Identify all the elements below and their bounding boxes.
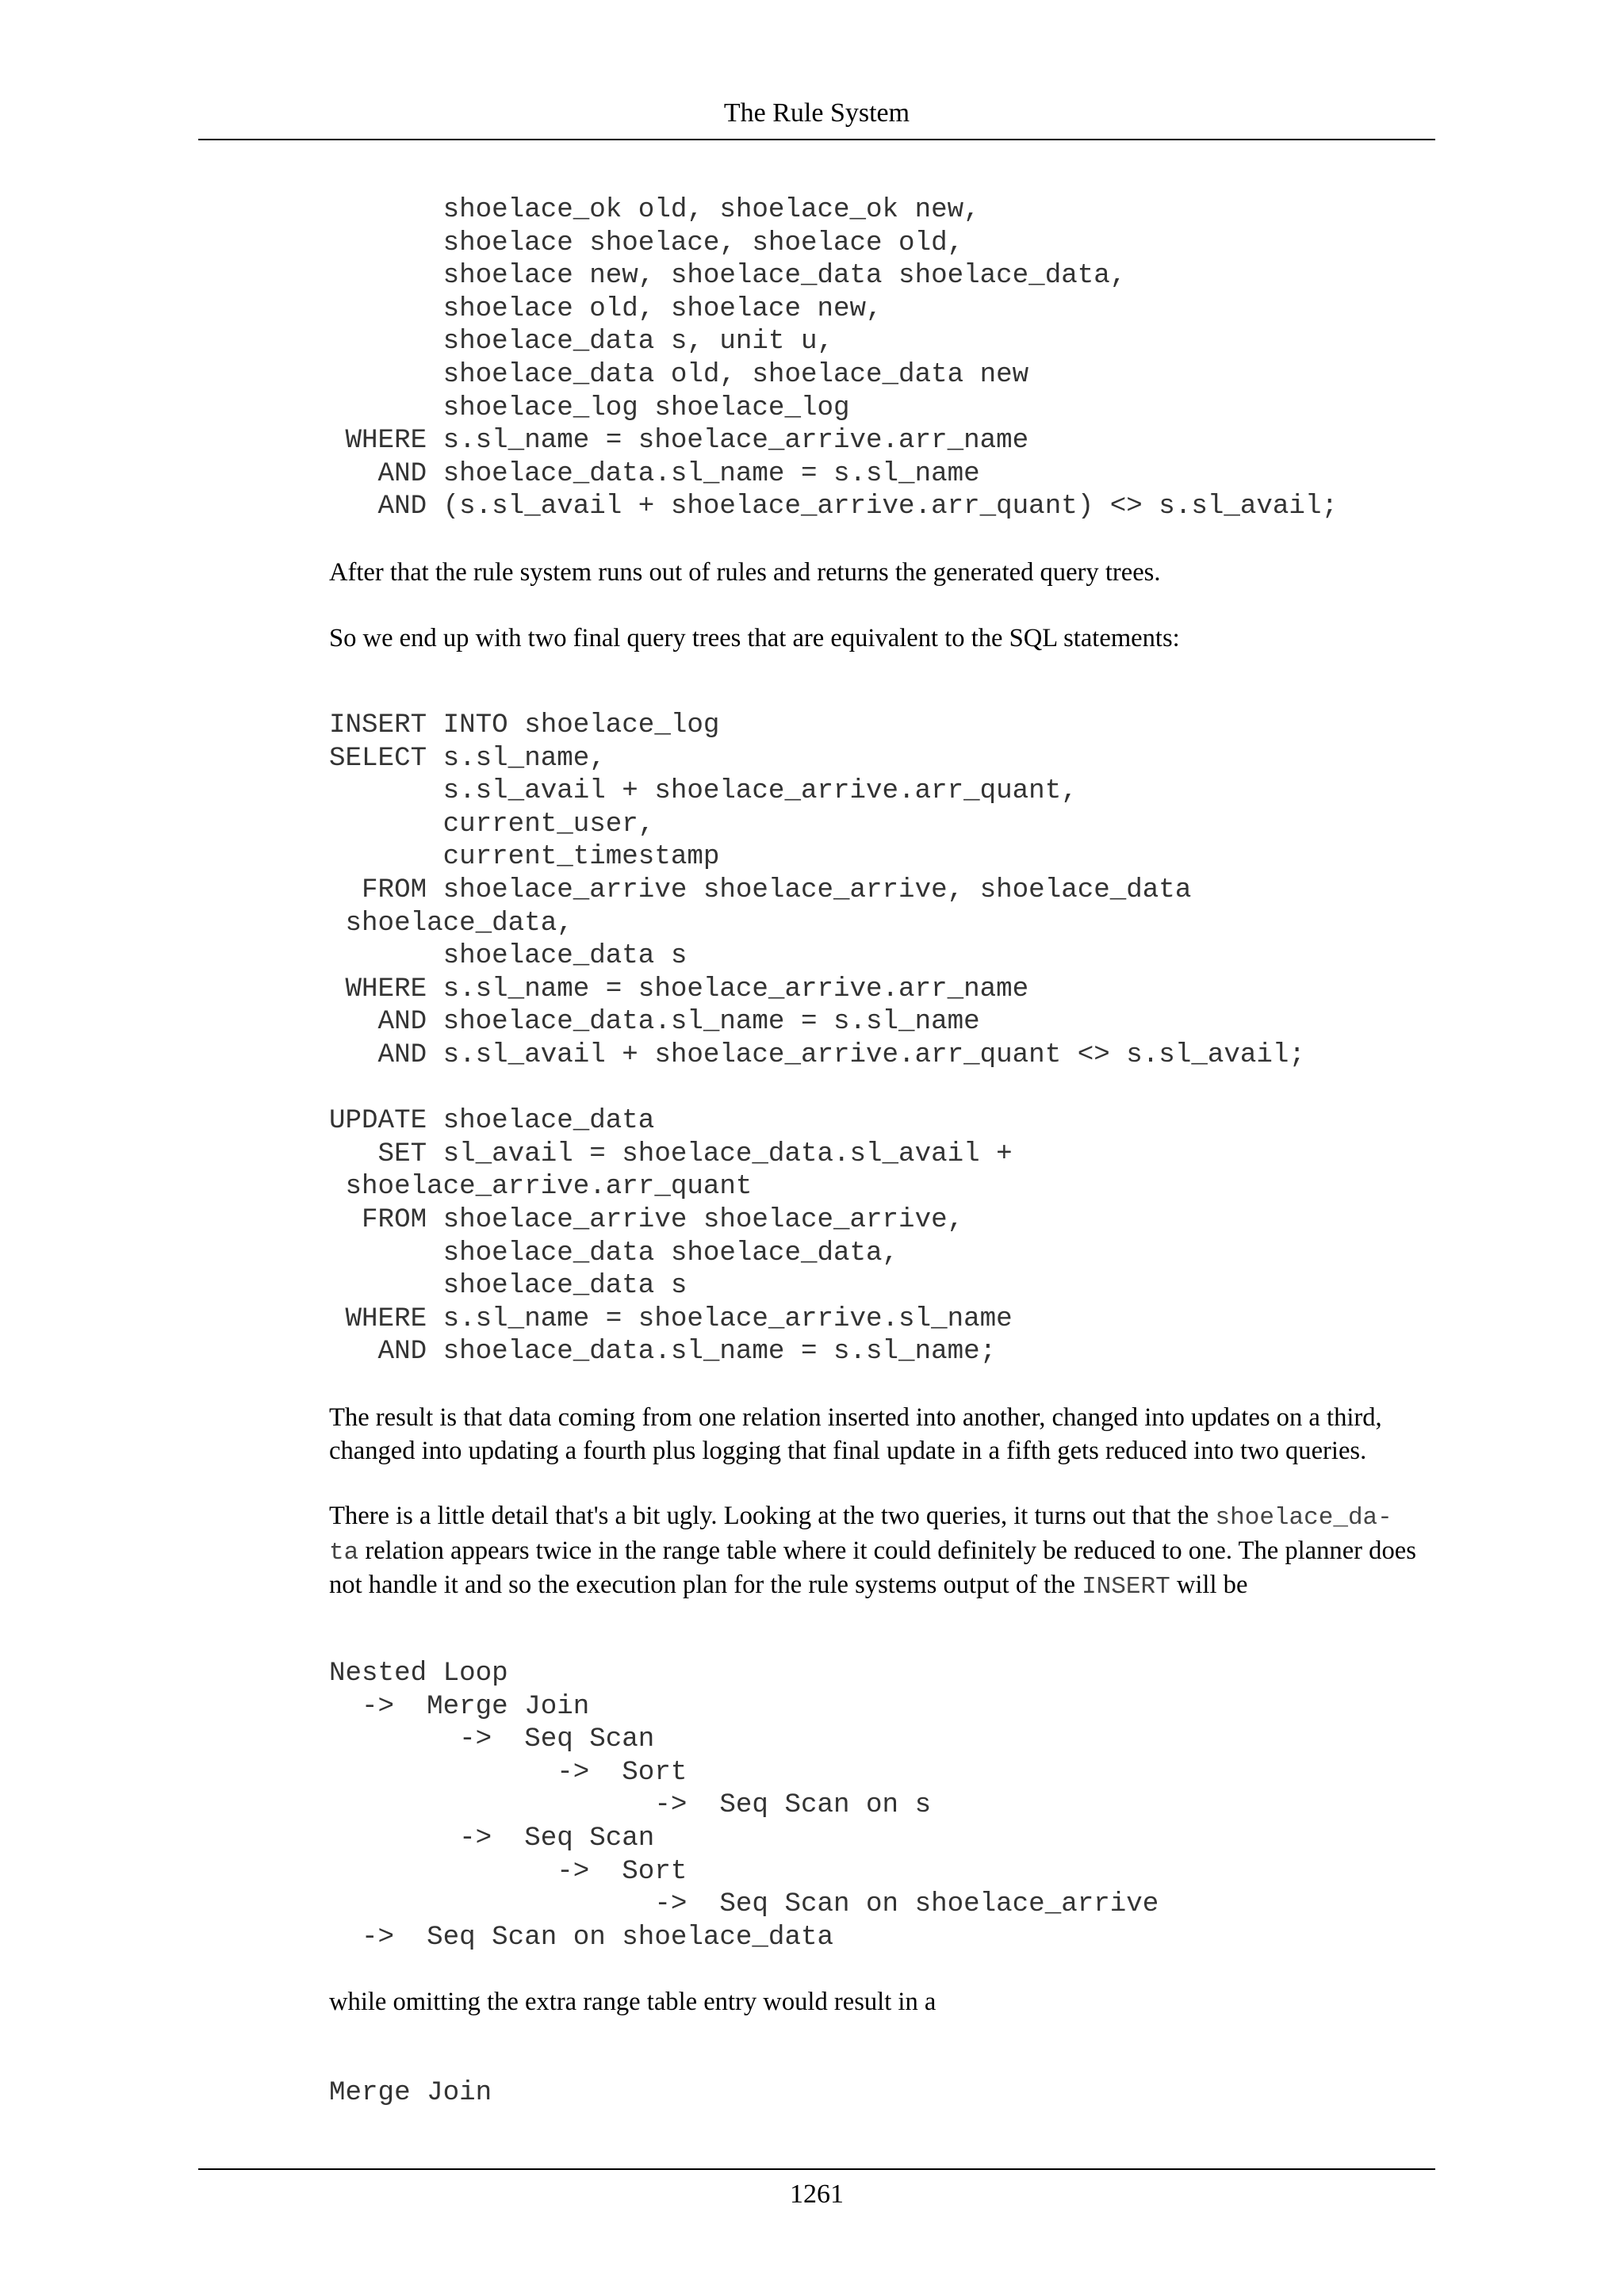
- paragraph-result: The result is that data coming from one relation inserted into another, changed into updates on a third, changed into updating a fourth plus logging that final update in a fifth gets reduced into two queries.: [329, 1403, 1382, 1465]
- text-span: relation appears twice in the range table where it could definitely be reduced to one. The planner does not handle it and so the execution plan for the rule systems output of the: [329, 1536, 1416, 1599]
- text-span: will be: [1170, 1571, 1248, 1599]
- paragraph-rules-exhausted: After that the rule system runs out of rules and returns the generated query trees.: [329, 558, 1161, 587]
- code-fragment: ta: [329, 1538, 359, 1567]
- code-fragment: shoelace_da-: [1215, 1504, 1392, 1532]
- paragraph-omitting-entry: while omitting the extra range table entry would result in a: [329, 1988, 936, 2016]
- paragraph-final-query-trees: So we end up with two final query trees that are equivalent to the SQL statements:: [329, 624, 1180, 652]
- page-number: 1261: [790, 2179, 844, 2209]
- code-block-execution-plan: Nested Loop -> Merge Join -> Seq Scan -> Sort -> Seq Scan on s -> Seq Scan -> Sort -> Seq Scan on shoelace_arrive -> Seq Scan on shoelace_data: [329, 1659, 1159, 1953]
- code-block-merge-join: Merge Join: [329, 2078, 492, 2108]
- code-block-from-clause: shoelace_ok old, shoelace_ok new, shoelace shoelace, shoelace old, shoelace new, shoelace_data shoelace_data, shoelace old, shoelace new, shoelace_data s, unit u, shoelace_data old, shoelace_data new shoelace_log shoelace_log WHERE s.sl_name = shoelace_arrive.arr_name AND shoelace_data.sl_name = s.sl_name AND (s.sl_avail + shoelace_arrive.arr_quant) <> s.sl_avail;: [345, 195, 1338, 522]
- inline-code-insert: INSERT: [1082, 1573, 1170, 1601]
- paragraph-ugly-detail: [329, 1500, 1435, 1604]
- footer-rule: [198, 2168, 1435, 2170]
- running-header: The Rule System: [198, 91, 1435, 140]
- text-span: There is a little detail that's a bit ugly. Looking at the two queries, it turns out that the: [329, 1502, 1216, 1530]
- code-block-sql-statements: INSERT INTO shoelace_log SELECT s.sl_name, s.sl_avail + shoelace_arrive.arr_quant, current_user, current_timestamp FROM shoelace_arrive shoelace_arrive, shoelace_data shoelace_data, shoelace_data s WHERE s.sl_name = shoelace_arrive.arr_name AND shoelace_data.sl_name = s.sl_name AND s.sl_avail + shoelace_arrive.arr_quant <> s.sl_avail; UPDATE shoelace_data SET sl_avail = shoelace_data.sl_avail + shoelace_arrive.arr_quant FROM shoelace_arrive shoelace_arrive, shoelace_data shoelace_data, shoelace_data s WHERE s.sl_name = shoelace_arrive.sl_name AND shoelace_data.sl_name = s.sl_name;: [329, 710, 1305, 1368]
